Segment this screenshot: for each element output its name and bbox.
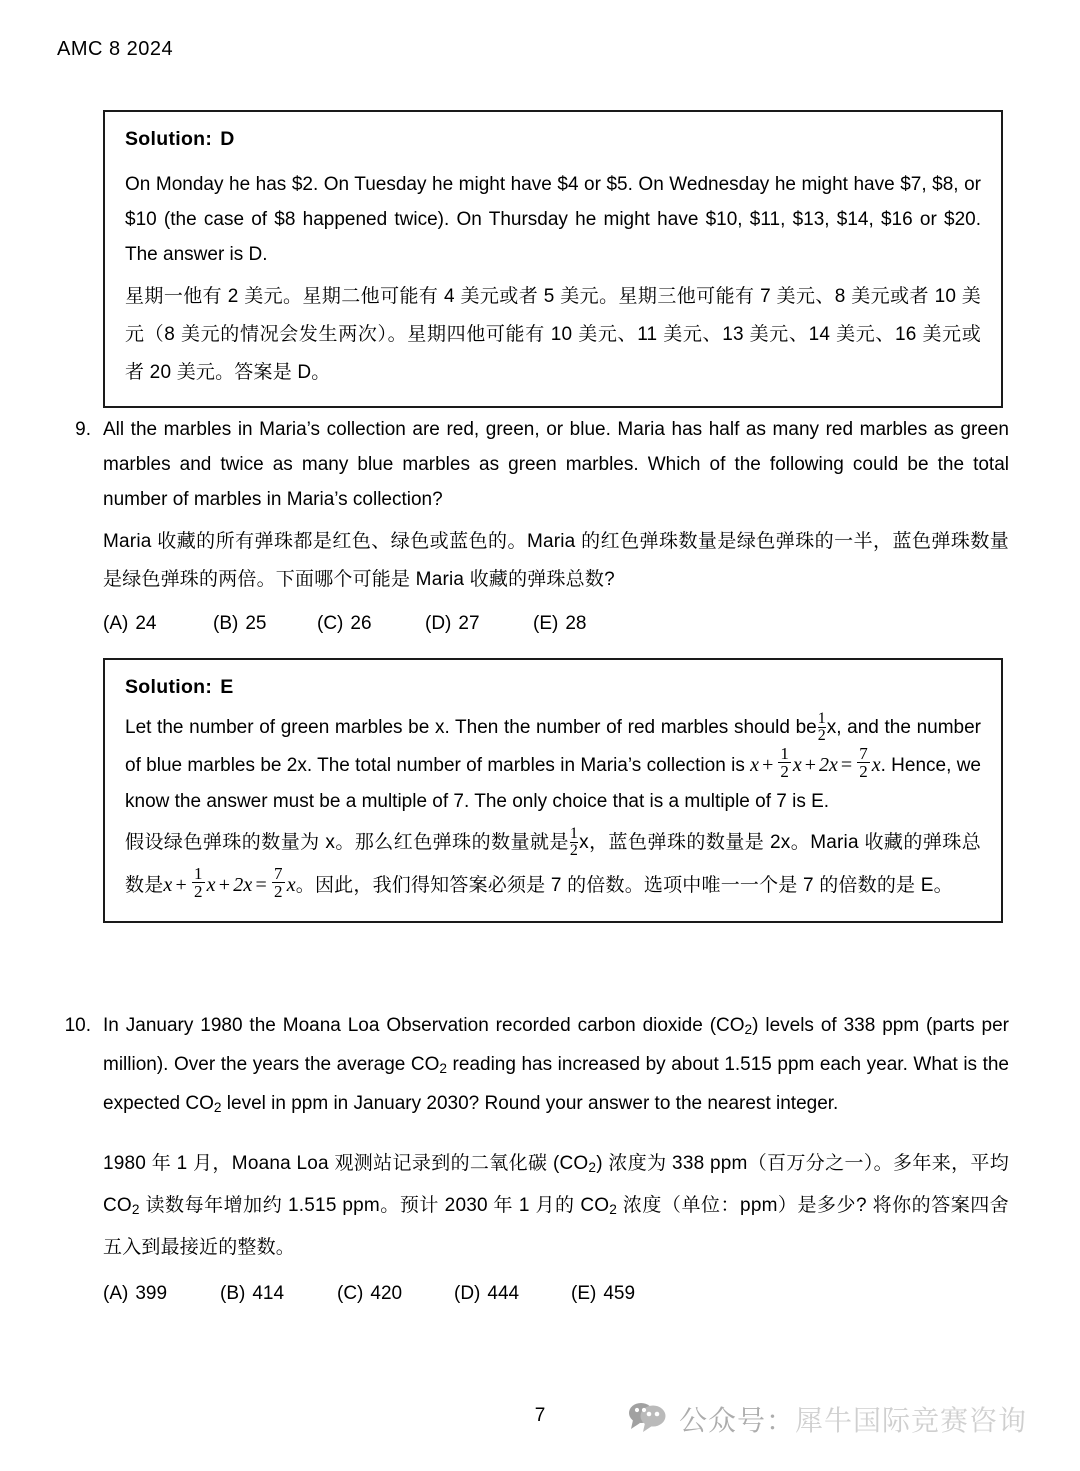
fraction-denominator: 2 <box>193 882 203 902</box>
solution-9-english-part1: Let the number of green marbles be x. Then the number of red marbles should be <box>125 717 817 738</box>
formula-two-x: 2x <box>819 754 838 777</box>
choice-label: (C) <box>337 1283 364 1304</box>
fraction-one-half <box>192 865 205 901</box>
problem-10-english-a: In January 1980 the Moana Loa Observation recorded carbon dioxide (CO <box>103 1015 745 1036</box>
watermark-prefix: 公众号： <box>679 1404 796 1437</box>
formula-x: x <box>163 874 173 897</box>
problem-10-chinese-a: 1980 年 1 月，Moana Loa 观测站记录到的二氧化碳 (CO <box>103 1153 589 1174</box>
fraction-denominator: 2 <box>274 882 283 902</box>
problem-10-english-b: ) levels of 338 ppm (parts per million). Over the years the average CO <box>103 1015 1009 1075</box>
solution-9-chinese-part2: 。因此，我们得知答案必须是 7 的倍数。选项中唯一一个是 7 的倍数的是 E。 <box>295 875 953 897</box>
problem-9-english-text: All the marbles in Maria’s collection are red, green, or blue. Maria has half as many red marbles as green marbles and twice as many blue marbles as green marbles. Which of the following could be the total number of marbles in Maria’s collection? <box>103 419 1009 510</box>
problem-10-chinese-c: 读数每年增加约 1.515 ppm。预计 2030 年 1 月的 CO <box>139 1195 610 1216</box>
formula-x-2: x <box>792 754 802 777</box>
solution-9-chinese-part1: 假设绿色弹珠的数量为 x。那么红色弹珠的数量就是 <box>125 832 569 854</box>
problem-10-english-c: reading has increased by about 1.515 ppm each year. What is the expected CO <box>103 1054 1009 1114</box>
solution-8-english-text: On Monday he has $2. On Tuesday he might have $4 or $5. On Wednesday he might have $7, $8, or $10 (the case of $8 happened twice). On Thursday he might have $10, $11, $13, $14, $16 or $20. The answer is D. <box>125 174 981 265</box>
choice-label: (C) <box>317 613 344 634</box>
choice-label: (E) <box>533 613 559 634</box>
fraction-numerator: 1 <box>817 709 826 727</box>
formula-plus: + <box>762 754 774 777</box>
choice-value: 25 <box>245 613 267 634</box>
choice-value: 444 <box>487 1283 520 1304</box>
problem-9-choice-d[interactable] <box>425 607 533 641</box>
solution-9-english-frac-tail: x, and the number of blue marbles be 2x. The total number of marbles in Maria’s collection is <box>125 717 981 777</box>
choice-value: 459 <box>603 1283 636 1304</box>
co2-subscript-1: 2 <box>744 1022 753 1037</box>
solution-9-english-part2: . Hence, we know the answer must be a multiple of 7. The only choice that is a multiple of 7 is E. <box>125 755 981 813</box>
solution-9-answer-letter: E <box>220 676 234 698</box>
choice-label: (D) <box>454 1283 481 1304</box>
fraction-one-half <box>778 745 791 781</box>
choice-label: (D) <box>425 613 452 634</box>
problem-10-number: 10. <box>64 1015 91 1036</box>
choice-label: (B) <box>220 1283 246 1304</box>
page-title: AMC 8 2024 <box>57 38 174 60</box>
choice-label: (B) <box>213 613 239 634</box>
problem-10-english-d: level in ppm in January 2030? Round your answer to the nearest integer. <box>221 1093 839 1114</box>
choice-value: 26 <box>350 613 372 634</box>
fraction-denominator: 2 <box>569 842 579 860</box>
fraction-denominator: 2 <box>859 762 868 782</box>
co2-subscript-3: 2 <box>213 1100 222 1115</box>
choice-value: 414 <box>252 1283 285 1304</box>
problem-9-choices <box>103 607 1009 641</box>
problem-9-number: 9. <box>75 419 91 440</box>
solution-9-formula-cn <box>163 864 296 902</box>
solution-8-label: Solution: <box>125 128 213 150</box>
choice-value: 399 <box>135 1283 168 1304</box>
formula-plus-2: + <box>804 754 817 777</box>
solution-9-heading <box>125 676 981 699</box>
formula-plus-2: + <box>218 874 231 897</box>
choice-label: (A) <box>103 613 129 634</box>
fraction-numerator: 1 <box>780 744 789 764</box>
problem-10-choice-d[interactable] <box>454 1277 571 1311</box>
problem-10-choice-a[interactable] <box>103 1277 220 1311</box>
problem-10 <box>57 1008 1009 1311</box>
solution-box-9 <box>103 658 1003 923</box>
fraction-numerator: 7 <box>859 744 868 764</box>
solution-9-formula <box>750 744 881 782</box>
page-number: 7 <box>534 1405 546 1426</box>
solution-9-label: Solution: <box>125 676 213 698</box>
problem-10-english-text <box>103 1008 1009 1125</box>
problem-9-english-body <box>103 412 1009 523</box>
fraction-denominator: 2 <box>780 762 789 782</box>
problem-9-statement-row <box>57 412 1009 523</box>
solution-9-chinese-frac-tail: x，蓝色弹珠的数量是 2x。Maria 收藏的弹珠总数是 <box>125 832 981 897</box>
problem-9-choice-e[interactable] <box>533 607 586 641</box>
co2-subscript-cn-3: 2 <box>609 1202 618 1217</box>
problem-9-choice-c[interactable] <box>317 607 425 641</box>
fraction-numerator: 1 <box>569 825 579 843</box>
formula-two-x: 2x <box>233 874 253 897</box>
problem-9 <box>57 412 1009 641</box>
choice-value: 28 <box>565 613 587 634</box>
problem-10-choice-b[interactable] <box>220 1277 337 1311</box>
problem-9-choice-b[interactable] <box>213 607 317 641</box>
co2-subscript-cn-1: 2 <box>588 1160 597 1175</box>
fraction-seven-halves <box>857 745 870 781</box>
problem-9-chinese-body <box>103 523 1009 641</box>
choice-value: 27 <box>458 613 480 634</box>
solution-8-heading <box>125 128 981 151</box>
fraction-seven-halves <box>272 865 285 901</box>
solution-9-english-text <box>125 710 981 820</box>
problem-10-choice-e[interactable] <box>571 1277 635 1311</box>
fraction-numerator: 1 <box>193 864 203 884</box>
choice-value: 24 <box>135 613 157 634</box>
problem-10-english-body <box>103 1008 1009 1131</box>
problem-10-choices <box>103 1277 1009 1311</box>
co2-subscript-2: 2 <box>439 1061 447 1076</box>
inline-fraction-one-half <box>818 711 826 745</box>
co2-subscript-cn-2: 2 <box>131 1202 140 1217</box>
formula-x: x <box>750 754 760 777</box>
watermark-name: 犀牛国际竞赛咨询 <box>795 1404 1028 1437</box>
problem-10-chinese-text <box>103 1145 1009 1267</box>
choice-label: (A) <box>103 1283 129 1304</box>
fraction-numerator: 7 <box>274 864 283 884</box>
inline-fraction-one-half-cn <box>570 826 578 860</box>
fraction-denominator: 2 <box>817 727 826 745</box>
formula-equals: = <box>840 754 853 777</box>
problem-10-chinese-body <box>103 1145 1009 1311</box>
problem-10-choice-c[interactable] <box>337 1277 454 1311</box>
problem-9-chinese-text: Maria 收藏的所有弹珠都是红色、绿色或蓝色的。Maria 的红色弹珠数量是绿色弹珠的一半，蓝色弹珠数量是绿色弹珠的两倍。下面哪个可能是 Maria 收藏的弹珠总数? <box>103 531 1009 590</box>
problem-10-chinese-d: 浓度（单位：ppm）是多少? 将你的答案四舍五入到最接近的整数。 <box>103 1195 1010 1258</box>
problem-10-statement-row <box>57 1008 1009 1131</box>
choice-value: 420 <box>370 1283 403 1304</box>
formula-x-3: x <box>871 754 881 777</box>
solution-8-chinese-text: 星期一他有 2 美元。星期二他可能有 4 美元或者 5 美元。星期三他可能有 7 美元、8 美元或者 10 美元（8 美元的情况会发生两次）。星期四他可能有 10 美元、11 美元、13 美元、14 美元、16 美元或者 20 美元。答案是 D。 <box>125 286 981 383</box>
formula-x-2: x <box>206 874 216 897</box>
formula-equals: = <box>255 874 267 897</box>
formula-plus: + <box>175 874 187 897</box>
solution-9-chinese-text <box>125 822 981 907</box>
problem-9-choice-a[interactable] <box>103 607 213 641</box>
solution-box-8 <box>103 110 1003 408</box>
choice-label: (E) <box>571 1283 597 1304</box>
formula-x-3: x <box>286 874 296 897</box>
solution-8-answer-letter: D <box>220 128 235 150</box>
problem-10-chinese-b: ) 浓度为 338 ppm（百万分之一）。多年来，平均 CO <box>103 1153 1009 1216</box>
